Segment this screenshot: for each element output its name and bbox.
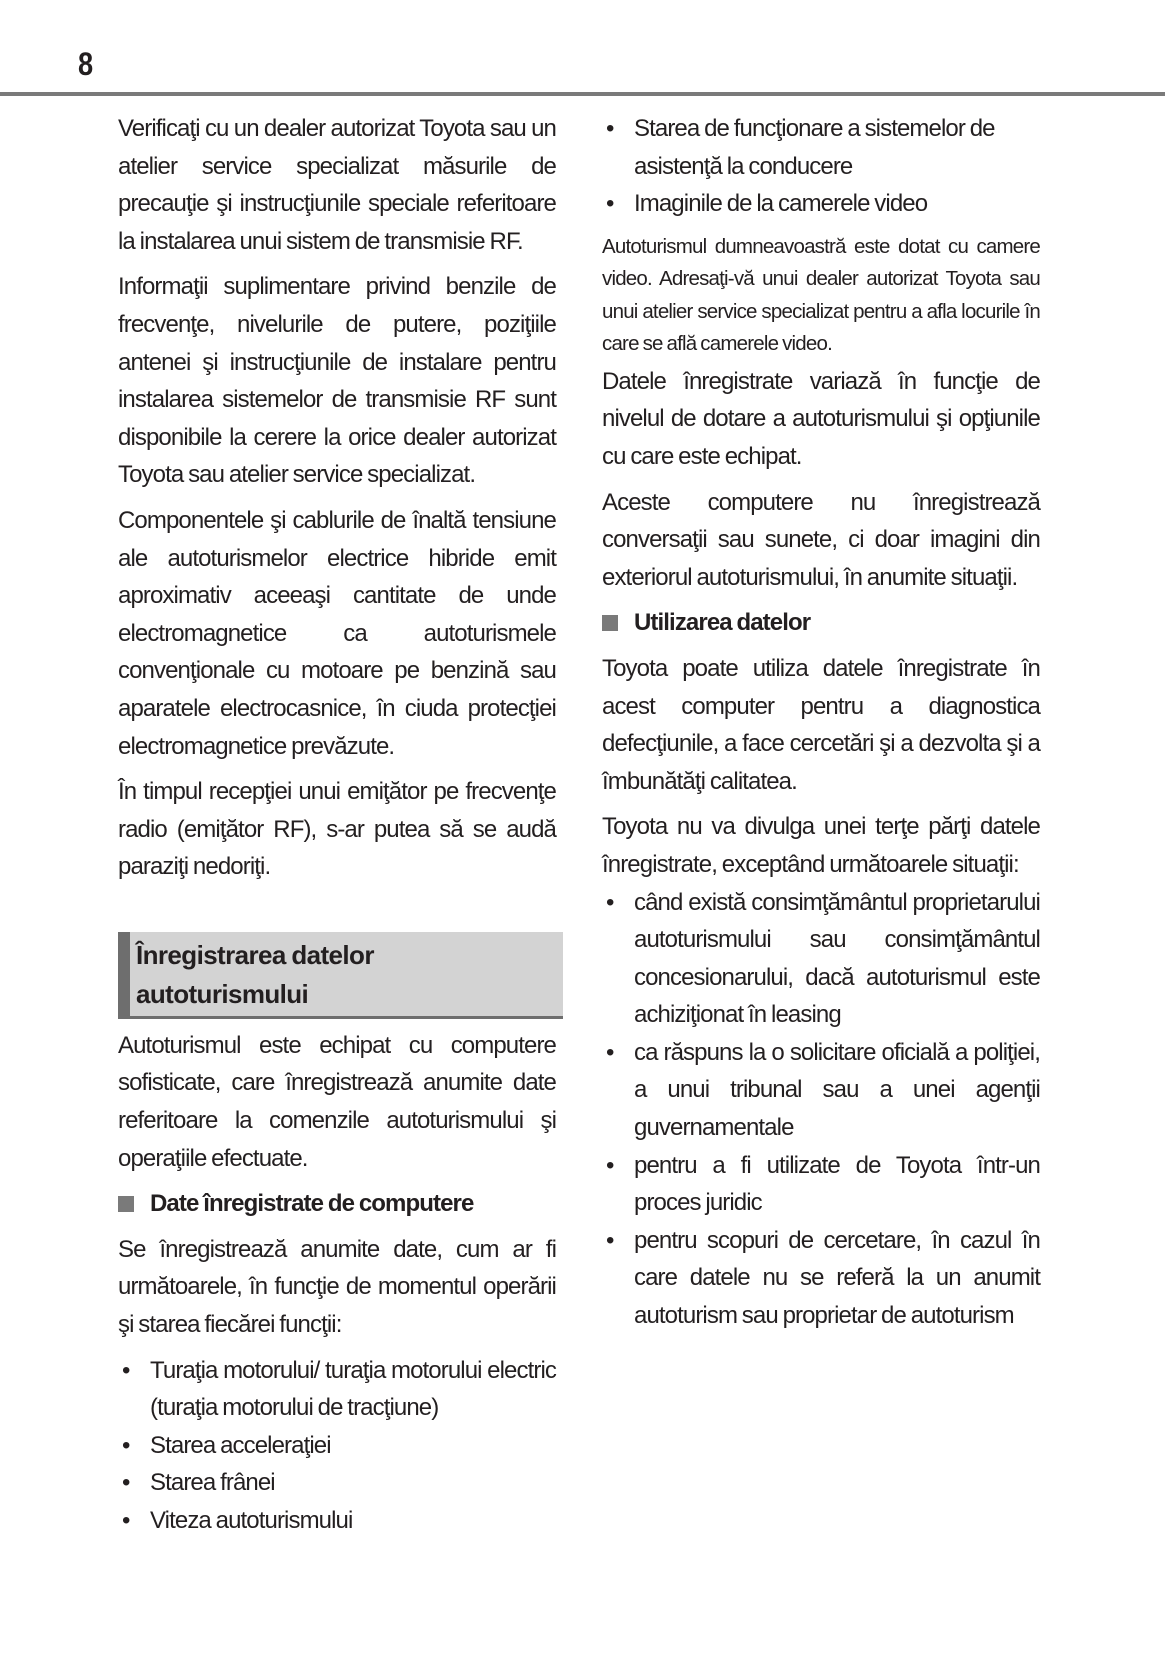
paragraph: Aceste computere nu înregistrează conversaţii sau sunete, ci doar imagini din exteriorul autoturismului, în anumite situaţii. bbox=[602, 488, 1040, 591]
list-item-text: Turaţia motorului/ turaţia motorului electric (turaţia motorului de tracţiune) bbox=[150, 1356, 556, 1422]
list-item bbox=[602, 1147, 1040, 1222]
bullet-icon: • bbox=[606, 115, 614, 142]
section-heading bbox=[118, 932, 563, 1019]
list-item-text: ca răspuns la o solicitare oficială a poliţiei, a unui tribunal sau a unei agenţii guvernamentale bbox=[634, 1038, 1040, 1142]
bullet-icon: • bbox=[606, 888, 614, 916]
bullet-icon: • bbox=[122, 1356, 130, 1384]
paragraph: În timpul recepţiei unui emiţător pe frecvenţe radio (emiţător RF), s-ar putea să se audă paraziţi nedoriţi. bbox=[118, 778, 556, 881]
bullet-icon: • bbox=[122, 1507, 130, 1534]
paragraph: Toyota poate utiliza datele înregistrate în acest computer pentru a diagnostica defecţiunile, a face cercetări şi a dezvolta şi a îmbunătăţi calitatea. bbox=[602, 654, 1040, 795]
list-item-text: Viteza autoturismului bbox=[150, 1507, 353, 1534]
bullet-list bbox=[602, 884, 1040, 1335]
paragraph: Autoturismul este echipat cu computere sofisticate, care înregistrează anumite date referitoare la comenzile autoturismului şi operaţiile efectuate. bbox=[118, 1031, 556, 1172]
paragraph: Informaţii suplimentare privind benzile de frecvenţe, nivelurile de putere, poziţiile antenei şi instrucţiunile de instalare pentru instalarea sistemelor de transmisie RF sunt disponibile la cerere la orice dealer autorizat Toyota sau atelier service specializat. bbox=[118, 273, 556, 489]
paragraph: Datele înregistrate variază în funcţie de nivelul de dotare a autoturismului şi opţiunile cu care este echipat. bbox=[602, 367, 1040, 470]
bullet-icon: • bbox=[606, 1151, 614, 1179]
list-item bbox=[602, 1034, 1040, 1147]
square-bullet-icon bbox=[118, 1196, 134, 1212]
note-paragraph: Autoturismul dumneavoastră este dotat cu camere video. Adresaţi-vă unui dealer autorizat Toyota sau unui atelier service specializat pentru a afla locurile în care se află camerele video. bbox=[602, 234, 1040, 356]
paragraph: Se înregistrează anumite date, cum ar fi următoarele, în funcţie de momentul operării şi starea fiecărei funcţii: bbox=[118, 1235, 556, 1339]
list-item bbox=[118, 1502, 556, 1540]
list-item-text: Imaginile de la camerele video bbox=[634, 190, 928, 218]
list-item-text: pentru scopuri de cercetare, în cazul în care datele nu se referă la un anumit autoturism sau proprietar de autoturism bbox=[634, 1226, 1040, 1330]
bullet-list bbox=[118, 1352, 556, 1540]
bullet-icon: • bbox=[122, 1431, 130, 1459]
page-number: 8 bbox=[78, 46, 94, 82]
square-bullet-icon bbox=[602, 615, 618, 631]
paragraph: Verificaţi cu un dealer autorizat Toyota sau un atelier service specializat măsurile de precauţie şi instrucţiunile speciale referitoare la instalarea unui sistem de transmisie RF. bbox=[118, 115, 556, 255]
bullet-list bbox=[602, 110, 1040, 223]
bullet-icon: • bbox=[122, 1469, 130, 1497]
paragraph: Componentele şi cablurile de înaltă tensiune ale autoturismelor electrice hibride emit aproximativ aceeaşi cantitate de unde electromagnetice ca autoturismele convenţionale cu motoare pe benzină sau aparatele electrocasnice, în ciuda protecţiei electromagnetice prevăzute. bbox=[118, 506, 556, 760]
list-item bbox=[602, 884, 1040, 1034]
list-item bbox=[602, 1222, 1040, 1335]
subheading-text: Date înregistrate de computere bbox=[150, 1190, 474, 1218]
section-title-line: autoturismului bbox=[136, 978, 309, 1009]
subheading bbox=[118, 1185, 556, 1223]
bullet-icon: • bbox=[606, 190, 614, 218]
subheading-text: Utilizarea datelor bbox=[634, 609, 811, 637]
list-item-text: Starea de funcţionare a sistemelor de asistenţă la conducere bbox=[634, 115, 995, 180]
list-item-text: Starea acceleraţiei bbox=[150, 1431, 331, 1459]
right-column bbox=[602, 110, 1040, 1343]
section-title-line: Înregistrarea datelor bbox=[136, 939, 374, 970]
list-item bbox=[118, 1352, 556, 1427]
list-item bbox=[602, 110, 1040, 185]
list-item-text: când există consimţământul proprietarului autoturismului sau consimţământul concesionarului, dacă autoturismul este achiziţionat în leasing bbox=[634, 888, 1040, 1029]
subheading bbox=[602, 604, 1040, 642]
bullet-icon: • bbox=[606, 1038, 614, 1066]
header-divider bbox=[0, 92, 1165, 96]
list-item-text: Starea frânei bbox=[150, 1469, 275, 1497]
list-item bbox=[118, 1464, 556, 1502]
paragraph: Toyota nu va divulga unei terţe părţi datele înregistrate, exceptând următoarele situaţii: bbox=[602, 813, 1040, 878]
bullet-icon: • bbox=[606, 1226, 614, 1254]
list-item bbox=[118, 1427, 556, 1465]
left-column bbox=[118, 110, 556, 1548]
list-item bbox=[602, 185, 1040, 223]
list-item-text: pentru a fi utilizate de Toyota într-un proces juridic bbox=[634, 1151, 1040, 1217]
